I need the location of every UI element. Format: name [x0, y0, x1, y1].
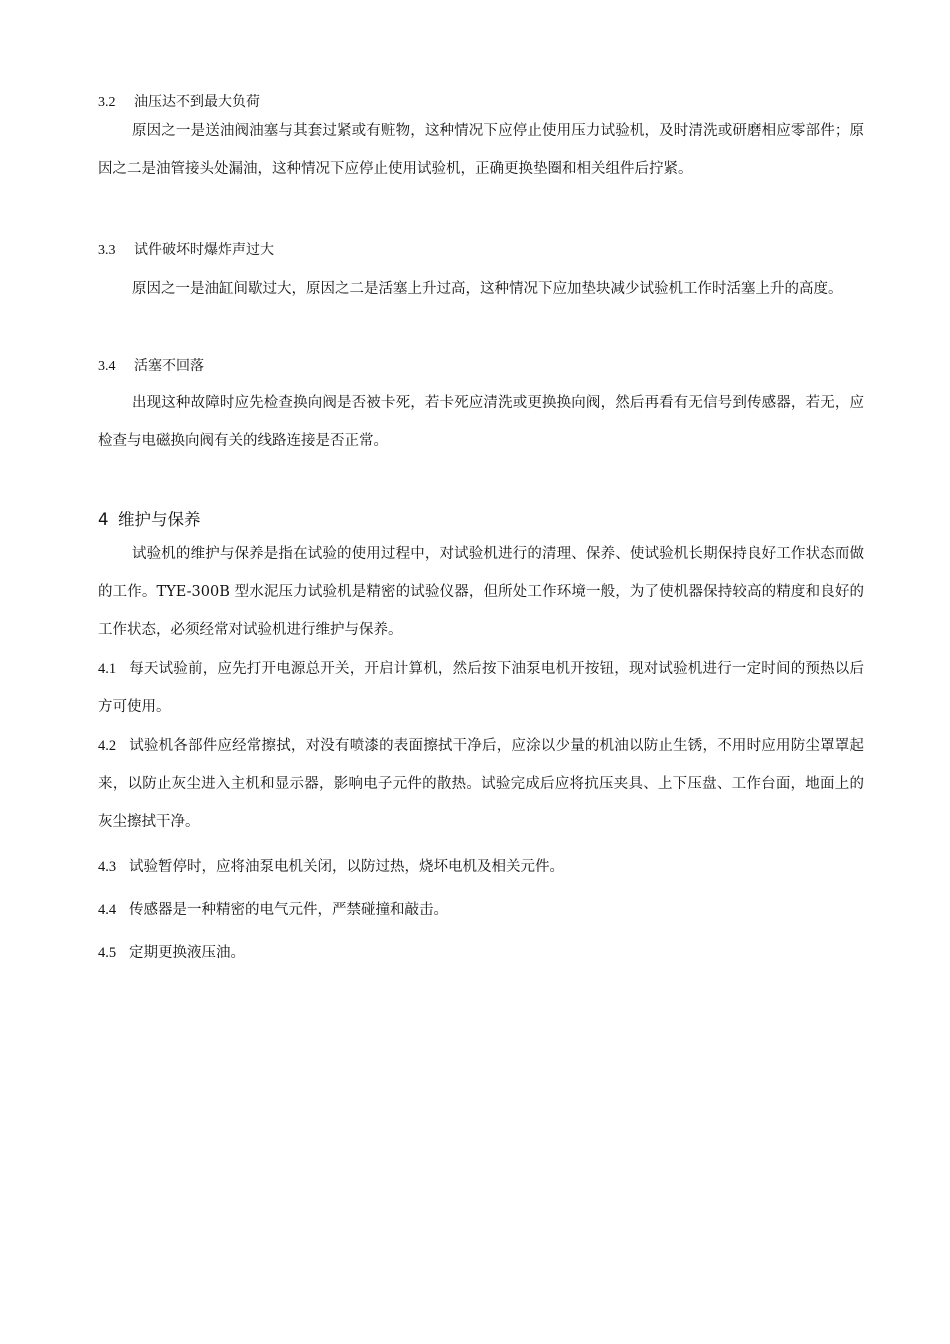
item-text: 每天试验前，应先打开电源总开关，开启计算机，然后按下油泵电机开按钮，现对试验机进行一定时间的预热以后方可使用。: [98, 661, 864, 715]
section-title: 维护与保养: [118, 510, 201, 529]
list-item-4-3: [98, 848, 864, 886]
item-text: 传感器是一种精密的电气元件，严禁碰撞和敲击。: [129, 902, 448, 918]
subsection-heading-3-3: [98, 240, 274, 261]
subsection-number: 3.3: [98, 243, 116, 258]
section-number: 4: [98, 510, 109, 529]
list-item-4-4: [98, 891, 864, 929]
item-text: 试验暂停时，应将油泵电机关闭，以防过热，烧坏电机及相关元件。: [129, 859, 564, 875]
paragraph-3-4: 出现这种故障时应先检查换向阀是否被卡死，若卡死应清洗或更换换向阀，然后再看有无信号到传感器，若无，应检查与电磁换向阀有关的线路连接是否正常。: [98, 395, 864, 449]
paragraph-4: 试验机的维护与保养是指在试验的使用过程中，对试验机进行的清理、保养、使试验机长期保持良好工作状态而做的工作。TYE-300B 型水泥压力试验机是精密的试验仪器，但所处工作环境一般，为了使机器保持较高的精度和良好的工作状态，必须经常对试验机进行维护与保养。: [98, 546, 864, 638]
paragraph-3-3: 原因之一是油缸间歇过大，原因之二是活塞上升过高，这种情况下应加垫块减少试验机工作时活塞上升的高度。: [132, 281, 843, 297]
paragraph-3-2: 原因之一是送油阀油塞与其套过紧或有赃物，这种情况下应停止使用压力试验机，及时清洗或研磨相应零部件；原因之二是油管接头处漏油，这种情况下应停止使用试验机，正确更换垫圈和相关组件后拧紧。: [98, 123, 864, 177]
subsection-heading-3-4: [98, 356, 204, 377]
list-item-4-5: [98, 934, 864, 972]
subsection-title: 活塞不回落: [134, 358, 204, 374]
item-number: 4.5: [98, 945, 117, 961]
item-number: 4.3: [98, 859, 117, 875]
subsection-number: 3.2: [98, 95, 116, 110]
item-number: 4.1: [98, 661, 117, 677]
item-number: 4.4: [98, 902, 117, 918]
subsection-heading-3-2: [98, 92, 260, 113]
item-number: 4.2: [98, 738, 117, 754]
list-item-4-2: [98, 727, 864, 841]
list-item-4-1: [98, 650, 864, 726]
item-text: 试验机各部件应经常擦拭，对没有喷漆的表面擦拭干净后，应涂以少量的机油以防止生锈，不用时应用防尘罩罩起来，以防止灰尘进入主机和显示器，影响电子元件的散热。试验完成后应将抗压夹具、上下压盘、工作台面，地面上的灰尘擦拭干净。: [98, 738, 864, 830]
subsection-number: 3.4: [98, 359, 116, 374]
subsection-title: 油压达不到最大负荷: [134, 94, 260, 110]
subsection-title: 试件破坏时爆炸声过大: [134, 242, 274, 258]
section-heading-4: [98, 509, 201, 531]
item-text: 定期更换液压油。: [129, 945, 245, 961]
